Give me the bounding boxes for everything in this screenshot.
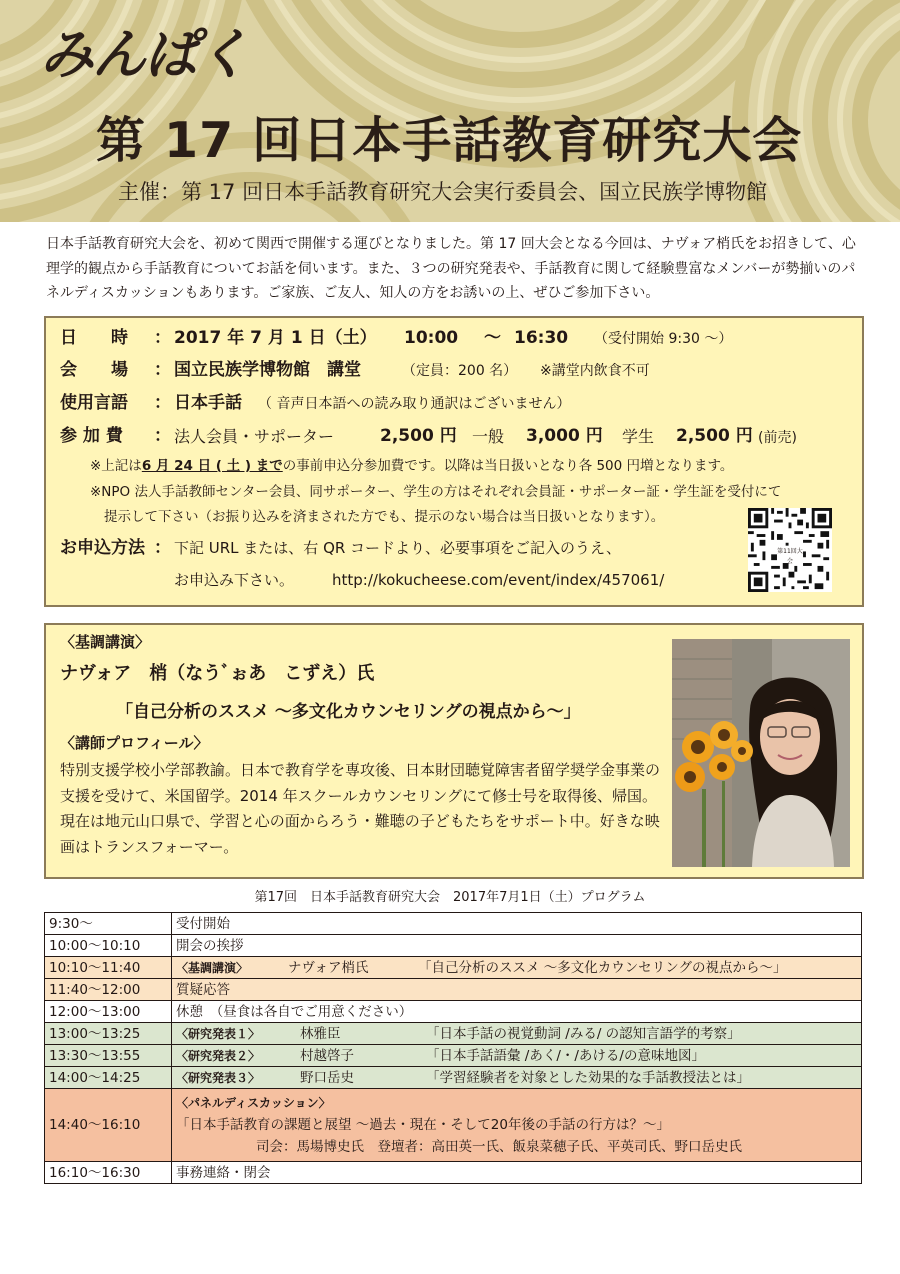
table-row: [45, 1067, 862, 1089]
time-separator: ～: [484, 328, 501, 348]
presenter: 村越啓子: [300, 1047, 354, 1064]
time-cell: 10:10～11:40: [45, 957, 172, 979]
table-row: [45, 913, 862, 935]
fee-advance: (前売): [758, 430, 797, 446]
session-tag: 〈基調講演〉: [176, 960, 249, 975]
session-tag: 〈研究発表３〉: [176, 1070, 261, 1085]
header-banner: [0, 0, 900, 222]
table-row: [45, 1001, 862, 1023]
fee-general-label: 一般: [472, 427, 505, 446]
desc-cell: 質疑応答: [172, 979, 862, 1001]
panelists: 司会：馬場博史氏 登壇者：高田英一氏、飯泉菜穂子氏、平英司氏、野口岳史氏: [256, 1139, 742, 1155]
apply-label: お申込方法: [60, 538, 145, 558]
venue-capacity: （定員：200 名）: [402, 363, 518, 379]
colon: ：: [154, 538, 171, 558]
session-tag: 〈研究発表２〉: [176, 1048, 261, 1063]
colon: ：: [154, 360, 171, 380]
desc-cell: [172, 1067, 862, 1089]
session-tag: 〈パネルディスカッション〉: [176, 1096, 331, 1110]
venue-label: 会 場: [60, 360, 128, 380]
table-row: [45, 1089, 862, 1162]
desc-cell: 事務連絡・閉会: [172, 1162, 862, 1184]
event-info-box: [44, 316, 864, 607]
table-row: [45, 957, 862, 979]
apply-text-2: お申込み下さい。: [174, 571, 295, 589]
table-row: [45, 1162, 862, 1184]
apply-text: 下記 URL または、右 QR コードより、必要事項をご記入のうえ、: [174, 539, 621, 557]
date-label: 日 時: [60, 328, 128, 348]
speaker-photo: [672, 639, 850, 867]
session-title: 「日本手話教育の課題と展望 ～過去・現在・そして20年後の手話の行方は？～」: [176, 1117, 670, 1133]
presenter: 野口岳史: [300, 1069, 354, 1086]
fee-student-price: 2,500 円: [676, 426, 753, 446]
fee-student-label: 学生: [622, 427, 655, 446]
session-title: 「学習経験者を対象とした効果的な手話教授法とは」: [426, 1069, 750, 1086]
table-row: [45, 935, 862, 957]
time-start: 10:00: [404, 328, 459, 348]
time-cell: 10:00～10:10: [45, 935, 172, 957]
colon: ：: [154, 328, 171, 348]
profile-text: 特別支援学校小学部教諭。日本で教育学を専攻後、日本財団聴覚障害者留学奨学金事業の支援を受けて、米国留学。2014 年スクールカウンセリングにて修士号を取得後、帰国。現在は地元山口県で、学習と心の面からろう・難聴の子どもたちをサポート中。好きな映画はトランスフォーマー。: [60, 761, 661, 856]
time-cell: 11:40～12:00: [45, 979, 172, 1001]
keynote-box: [44, 623, 864, 879]
keynote-header: 〈基調講演〉: [60, 633, 151, 651]
desc-cell: [172, 1089, 862, 1162]
time-cell: 13:30～13:55: [45, 1045, 172, 1067]
apply-url[interactable]: http://kokucheese.com/event/index/457061/: [332, 571, 665, 589]
desc-cell: 休憩 （昼食は各自でご用意ください）: [172, 1001, 862, 1023]
table-row: [45, 1045, 862, 1067]
table-row: [45, 979, 862, 1001]
venue-note: ※講堂内飲食不可: [540, 363, 650, 379]
fee-label: 参 加 費: [60, 426, 123, 446]
time-end: 16:30: [514, 328, 569, 348]
deadline-date: 6 月 24 日 ( 土 ) まで: [141, 458, 283, 474]
session-title: 「日本手話語彙 /あく/・/あける/の意味地図」: [426, 1047, 705, 1064]
fee-note-2: ※NPO 法人手話教師センター会員、同サポーター、学生の方はそれぞれ会員証・サポーター証・学生証を受付にて: [90, 484, 782, 500]
desc-cell: [172, 957, 862, 979]
time-cell: 16:10～16:30: [45, 1162, 172, 1184]
desc-cell: 開会の挨拶: [172, 935, 862, 957]
language-label: 使用言語: [60, 393, 128, 413]
presenter: 林雅臣: [300, 1025, 341, 1042]
table-row: [45, 1023, 862, 1045]
reception-time: （受付開始 9:30 ～）: [594, 331, 733, 347]
desc-cell: 受付開始: [172, 913, 862, 935]
fee-note-3: 提示して下さい（お振り込みを済まされた方でも、提示のない場合は当日扱いとなります）。: [104, 509, 665, 525]
date-value: 2017 年 7 月 1 日（土）: [174, 328, 377, 348]
fee-general-price: 3,000 円: [526, 426, 603, 446]
intro-paragraph: 日本手話教育研究大会を、初めて関西で開催する運びとなりました。第 17 回大会となる今回は、ナヴォア梢氏をお招きして、心理学的観点から手話教育についてお話を伺います。また、３つの研究発表や、手話教育に関して経験豊富なメンバーが勢揃いのパネルディスカッションもあります。ご家族、ご友人、知人の方をお誘いの上、ぜひご参加下さい。: [46, 236, 856, 301]
venue-value: 国立民族学博物館 講堂: [174, 360, 361, 380]
fee-note-1: [90, 460, 733, 474]
fee-member-price: 2,500 円: [380, 426, 457, 446]
time-cell: 13:00～13:25: [45, 1023, 172, 1045]
desc-cell: [172, 1045, 862, 1067]
presenter: ナヴォア梢氏: [288, 959, 369, 976]
program-caption: 第17回 日本手話教育研究大会 2017年7月1日（土）プログラム: [254, 890, 646, 905]
session-title: 「日本手話の視覚動詞 /みる/ の認知言語学的考察」: [426, 1025, 741, 1042]
organizer-text: 主催：第 17 回日本手話教育研究大会実行委員会、国立民族学博物館: [118, 180, 768, 204]
speaker-name: ナヴォア 梢（なうﾞぉあ こずえ）氏: [60, 663, 375, 684]
language-note: （ 音声日本語への読み取り通訳はございません）: [258, 396, 571, 412]
time-cell: 12:00～13:00: [45, 1001, 172, 1023]
qr-center-label: 第11回大会: [777, 548, 803, 565]
colon: ：: [154, 393, 171, 413]
time-cell: 9:30～: [45, 913, 172, 935]
desc-cell: [172, 1023, 862, 1045]
keynote-title: 「自己分析のススメ ～多文化カウンセリングの視点から～」: [116, 702, 581, 722]
colon: ：: [154, 426, 171, 446]
time-cell: 14:00～14:25: [45, 1067, 172, 1089]
profile-header: 〈講師プロフィール〉: [60, 734, 209, 752]
fee-member-label: 法人会員・サポーター: [174, 427, 335, 446]
minpaku-logo: みんぱく: [40, 23, 248, 86]
time-cell: 14:40～16:10: [45, 1089, 172, 1162]
session-tag: 〈研究発表１〉: [176, 1026, 261, 1041]
note-prefix: ※上記は: [90, 458, 142, 474]
language-value: 日本手話: [174, 393, 242, 413]
program-table: [44, 912, 862, 1184]
note-suffix: の事前申込分参加費です。以降は当日扱いとなり各 500 円増となります。: [282, 458, 734, 474]
page-title: 第 17 回日本手話教育研究大会: [96, 112, 803, 169]
session-title: 「自己分析のススメ ～多文化カウンセリングの視点から～」: [418, 959, 787, 976]
